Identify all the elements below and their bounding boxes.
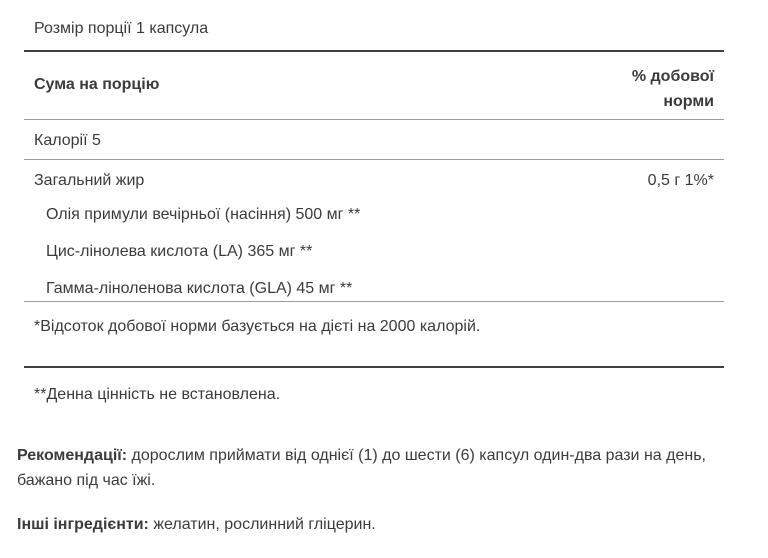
supplement-facts-table xyxy=(24,0,724,408)
total-fat-value: 0,5 г 1%* xyxy=(647,172,714,189)
total-fat-label: Загальний жир xyxy=(34,172,145,189)
other-ingredients-label: Інші інгредієнти: xyxy=(17,516,149,533)
not-established-footnote-row xyxy=(24,368,724,408)
sub-item-evening-primrose-oil: Олія примули вечірньої (насіння) 500 мг ** xyxy=(46,206,361,223)
sub-item-linoleic-acid: Цис-лінолева кислота (LA) 365 мг ** xyxy=(46,243,313,260)
recommendations-text: дорослим приймати від однієї (1) до шести (6) капсул один-два рази на день, бажано під час їжі. xyxy=(17,447,706,489)
daily-value-header-line2: норми xyxy=(663,93,714,110)
daily-value-footnote: *Відсоток добової норми базується на дієті на 2000 калорій. xyxy=(34,318,481,335)
recommendations-label: Рекомендації: xyxy=(17,447,128,464)
daily-value-header-line1: % добової xyxy=(631,68,714,85)
sub-item-gla: Гамма-ліноленова кислота (GLA) 45 мг ** xyxy=(46,280,353,297)
calories-row xyxy=(24,120,724,160)
serving-size: Розмір порції 1 капсула xyxy=(34,20,209,37)
table-header xyxy=(24,52,724,120)
nutrients-section xyxy=(24,160,724,302)
not-established-footnote: **Денна цінність не встановлена. xyxy=(34,386,281,403)
other-ingredients-paragraph xyxy=(17,512,717,537)
daily-value-footnote-row xyxy=(24,302,724,368)
serving-size-row xyxy=(24,0,724,52)
other-ingredients-text: желатин, рослинний гліцерин. xyxy=(148,516,376,533)
calories: Калорії 5 xyxy=(34,132,101,149)
daily-value-header xyxy=(632,64,714,114)
recommendations-paragraph xyxy=(17,443,717,493)
amount-per-serving-label: Сума на порцію xyxy=(34,76,160,93)
